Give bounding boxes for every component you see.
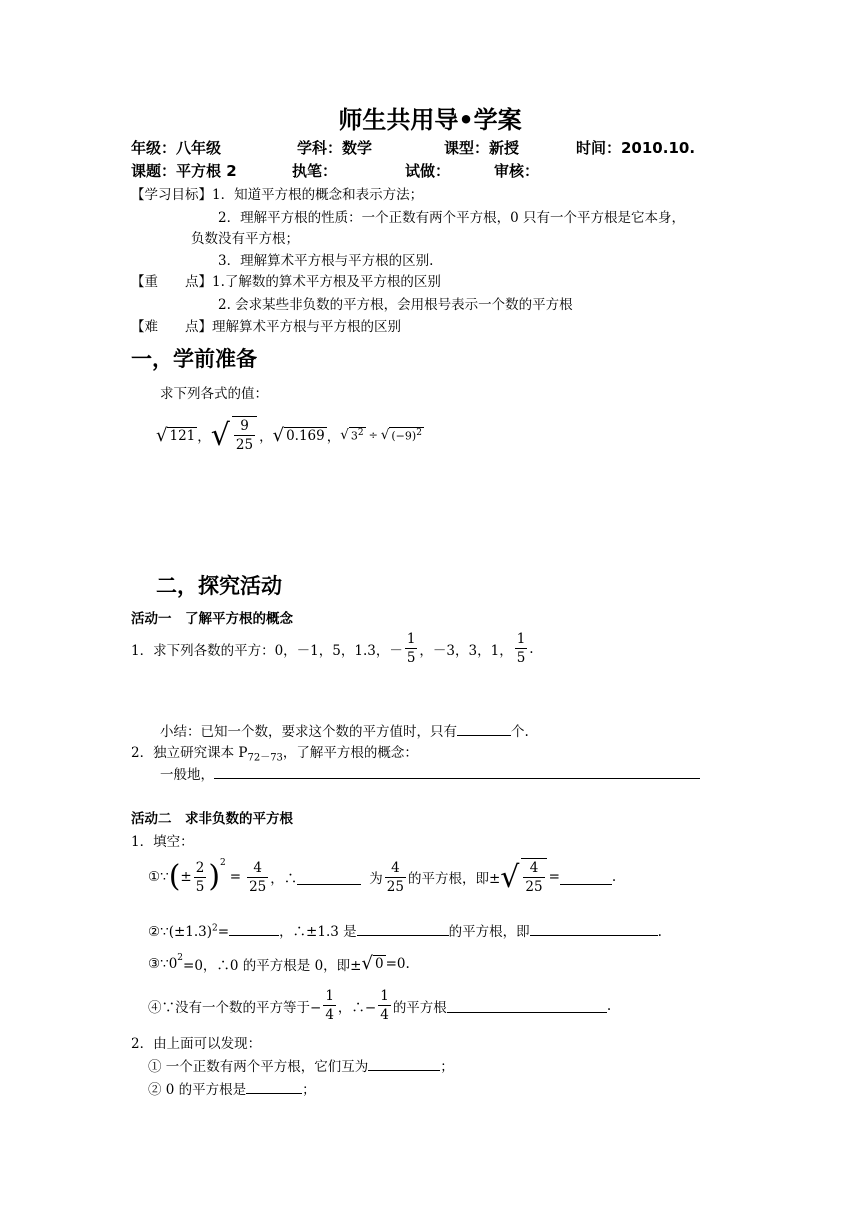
discover-label: 2．由上面可以发现：	[131, 1036, 262, 1052]
fraction-one-fifth: $\frac{1}{5}$	[406, 631, 416, 666]
page-title: 师生共用导•学案	[338, 106, 522, 134]
sqrt-icon: √	[156, 424, 168, 446]
fill-1-blank-b[interactable]	[560, 870, 612, 885]
expr-4b: $(-9)^2$	[391, 428, 422, 443]
fill-item-1: ①∵ ( ± $\frac{2}{5}$ ) $^2$ = $\frac{4}{25}$ ，∴ 为 $\frac{4}{25}$ 的平方根，即± √ $\frac{4}{25}$ = .	[148, 858, 617, 895]
difficulty-label: 【难 点】	[131, 319, 212, 335]
goals-label: 【学习目标】	[131, 187, 212, 203]
summary-blank[interactable]	[457, 721, 511, 736]
fraction-one-fifth: $\frac{1}{5}$	[516, 631, 526, 666]
header-subject: 学科：数学	[297, 139, 373, 157]
key-point-1: 1.了解数的算术平方根及平方根的区别	[212, 274, 441, 290]
section-1-prompt: 求下列各式的值：	[160, 386, 268, 402]
section-1-expressions	[156, 416, 424, 454]
fill-label: 1．填空：	[131, 834, 194, 850]
separator: ，	[197, 429, 211, 445]
sqrt-icon: √	[361, 953, 373, 974]
header-review: 审核：	[494, 162, 540, 180]
header-trial: 试做：	[405, 162, 451, 180]
summary-line: 小结：已知一个数，要求这个数的平方值时，只有 个.	[160, 720, 529, 740]
goal-2: 2．理解平方根的性质：一个正数有两个平方根，0 只有一个平方根是它本身，	[218, 210, 685, 226]
header-grade: 年级：八年级	[131, 139, 222, 157]
fill-item-2: $②\because(\pm 1.3)^2=$ ，∴±1.3 是 的平方根，即 .	[148, 920, 662, 940]
expr-2: $\frac{9}{25}$	[232, 416, 257, 454]
discover-2: ② 0 的平方根是 ；	[148, 1078, 316, 1098]
section-1-heading: 一，学前准备	[131, 347, 257, 371]
expr-4a: $3^2$	[350, 428, 364, 443]
goals-line-1	[131, 183, 423, 203]
activity-1-q1: 1．求下列各数的平方：0，－1，5，1.3，－ $\frac{1}{5}$ ，－3，3，1， $\frac{1}{5}$ .	[131, 631, 534, 666]
header-lesson-type: 课型：新授	[444, 139, 520, 157]
goal-3: 3．理解算术平方根与平方根的区别.	[218, 253, 434, 269]
goal-1: 1．知道平方根的概念和表示方法；	[212, 187, 424, 203]
separator: ，	[326, 429, 341, 445]
difficulty-line	[131, 315, 401, 335]
sqrt-icon: √	[340, 427, 349, 443]
fill-2-blank-b[interactable]	[357, 921, 449, 936]
fill-item-3: ③∵0 $^2$ =0，∴0 的平方根是 0，即± √ 0 =0.	[148, 953, 410, 974]
fill-2-blank-a[interactable]	[229, 921, 279, 936]
discover-1: ① 一个正数有两个平方根，它们互为 ；	[148, 1055, 454, 1075]
sqrt-icon: √	[500, 859, 520, 895]
discover-1-blank[interactable]	[368, 1056, 440, 1071]
fill-item-4: ④∵没有一个数的平方等于− $\frac{1}{4}$ ，∴− $\frac{1}{4}$ 的平方根 .	[148, 988, 612, 1023]
key-point-2: 2. 会求某些非负数的平方根，会用根号表示一个数的平方根	[218, 297, 573, 313]
sqrt-icon: √	[380, 427, 390, 443]
fill-2-blank-c[interactable]	[530, 921, 658, 936]
fill-1-blank-a[interactable]	[297, 870, 361, 885]
header-writer: 执笔：	[292, 162, 338, 180]
difficulty-text: 理解算术平方根与平方根的区别	[212, 319, 401, 335]
header-topic: 课题：平方根 2	[131, 162, 237, 180]
expr-3: 0.169	[286, 427, 325, 444]
sqrt-icon: √	[272, 424, 285, 446]
discover-2-blank[interactable]	[246, 1079, 302, 1094]
activity-2-heading: 活动二 求非负数的平方根	[131, 811, 293, 827]
separator: ，	[259, 429, 273, 445]
activity-1-q2: 2．独立研究课本 $P_{72-73}$，了解平方根的概念：	[131, 745, 418, 764]
header-time: 时间：2010.10.	[576, 139, 696, 157]
expr-4-op: ÷	[368, 428, 378, 442]
key-points-label: 【重 点】	[131, 274, 212, 290]
expr-1: 121	[169, 427, 196, 444]
general-blank[interactable]	[214, 764, 700, 779]
general-line: 一般地，	[160, 763, 700, 783]
key-points-line-1	[131, 270, 441, 290]
sqrt-icon: √	[210, 417, 230, 453]
fill-4-blank[interactable]	[447, 998, 607, 1013]
section-2-heading: 二，探究活动	[156, 574, 282, 598]
activity-1-heading: 活动一 了解平方根的概念	[131, 611, 293, 627]
goal-2-cont: 负数没有平方根；	[191, 231, 299, 247]
